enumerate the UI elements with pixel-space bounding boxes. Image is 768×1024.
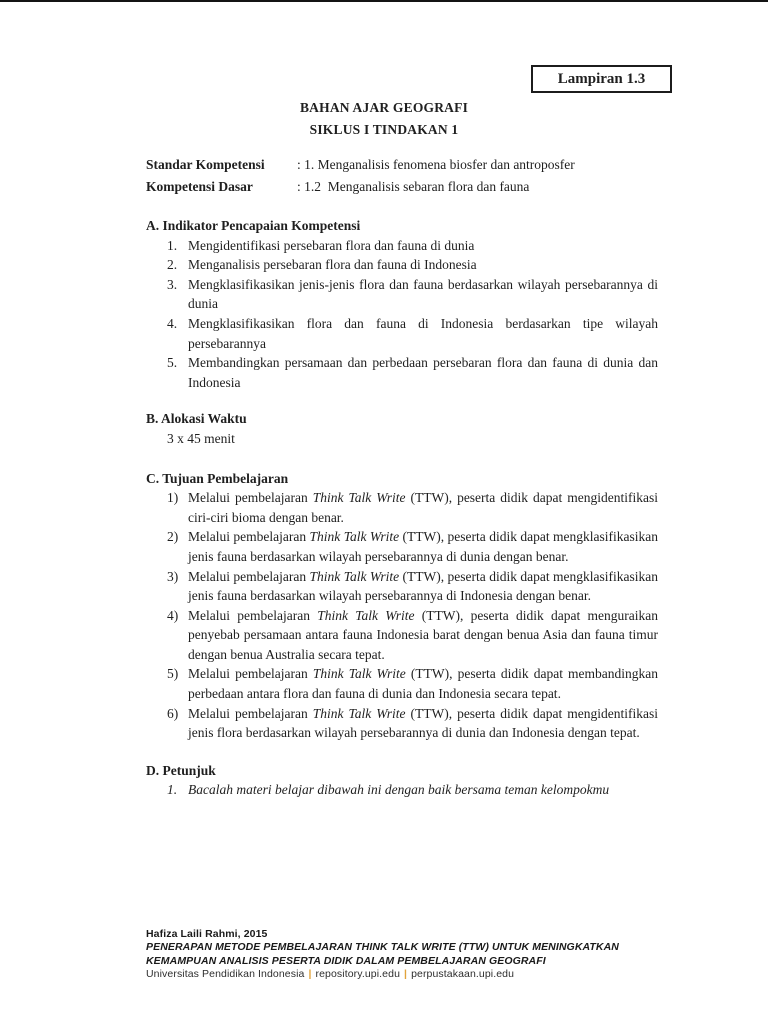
kompetensi-dasar-value: : 1.2 Menganalisis sebaran flora dan fauna xyxy=(297,179,530,194)
item-text-italic: Think Talk Write xyxy=(309,529,400,545)
footer-institution-line xyxy=(146,968,706,981)
standar-kompetensi-value: : 1. Menganalisis fenomena biosfer dan antroposfer xyxy=(297,157,575,172)
item-text-italic: Think Talk Write xyxy=(317,607,415,623)
document-title xyxy=(0,97,768,141)
footer-author: Hafiza Laili Rahmi, 2015 xyxy=(146,928,268,940)
list-item-number: 1. xyxy=(167,237,178,253)
scan-top-edge xyxy=(0,0,768,2)
item-text-pre: Melalui pembelajaran xyxy=(188,705,313,721)
item-text-post: (TTW), peserta didik dapat membandingkan perbedaan antara flora dan fauna di dunia dan Indonesia secara tepat. xyxy=(188,666,659,702)
list-item-text xyxy=(188,567,658,606)
item-text-post: (TTW), peserta didik dapat menguraikan penyebab persamaan antara fauna Indonesia barat dengan benua Asia dan fauna timur dengan benua Australia secara tepat. xyxy=(188,607,658,662)
item-text-pre: Melalui pembelajaran xyxy=(188,607,318,623)
list-item xyxy=(146,664,658,703)
list-item xyxy=(146,567,658,606)
list-item xyxy=(146,353,658,392)
list-item-text xyxy=(188,527,658,566)
kompetensi-dasar-label: Kompetensi Dasar xyxy=(146,179,253,194)
section-c-heading: C. Tujuan Pembelajaran xyxy=(146,470,289,486)
list-item-text: Membandingkan persamaan dan perbedaan persebaran flora dan fauna di dunia dan Indonesia xyxy=(188,355,658,390)
list-item-number: 4. xyxy=(167,315,178,331)
item-text-pre: Melalui pembelajaran xyxy=(188,529,310,545)
list-item-number: 5. xyxy=(167,355,178,371)
title-line-2: SIKLUS I TINDAKAN 1 xyxy=(309,122,459,137)
list-item-number: 2) xyxy=(167,529,179,545)
list-item-text: Menganalisis persebaran flora dan fauna di Indonesia xyxy=(188,257,477,273)
section-d-list xyxy=(146,780,658,800)
lampiran-label-box xyxy=(531,65,672,93)
section-a-list xyxy=(146,236,658,393)
list-item-text: Bacalah materi belajar dibawah ini dengan baik bersama teman kelompokmu xyxy=(188,782,610,798)
footer-separator: | xyxy=(404,968,408,981)
footer-link-perpustakaan: perpustakaan.upi.edu xyxy=(411,968,515,981)
list-item xyxy=(146,704,658,743)
section-a-heading: A. Indikator Pencapaian Kompetensi xyxy=(146,218,361,233)
list-item-text: Mengklasifikasikan flora dan fauna di Indonesia berdasarkan tipe wilayah persebarannya xyxy=(188,315,658,351)
footer-thesis-title-line-2: KEMAMPUAN ANALISIS PESERTA DIDIK DALAM PEMBELAJARAN GEOGRAFI xyxy=(146,954,546,967)
list-item-number: 3. xyxy=(167,276,178,292)
item-text-pre: Melalui pembelajaran xyxy=(188,568,310,584)
section-b-heading: B. Alokasi Waktu xyxy=(146,411,247,427)
item-text-post: (TTW), peserta didik dapat mengidentifikasi jenis flora berdasarkan wilayah persebarannya di dunia dan Indonesia dengan tepat. xyxy=(188,705,659,741)
item-text-pre: Melalui pembelajaran xyxy=(188,490,313,506)
item-text-post: (TTW), peserta didik dapat mengklasifikasikan jenis fauna berdasarkan wilayah persebarannya di Indonesia dengan benar. xyxy=(188,568,658,604)
footer-thesis-title-line-1: PENERAPAN METODE PEMBELAJARAN THINK TALK WRITE (TTW) UNTUK MENINGKATKAN xyxy=(146,941,619,954)
lampiran-label: Lampiran 1.3 xyxy=(557,70,646,87)
list-item xyxy=(146,255,658,275)
footer-separator: | xyxy=(308,968,312,981)
item-text-italic: Think Talk Write xyxy=(312,666,406,682)
title-line-1: BAHAN AJAR GEOGRAFI xyxy=(299,100,469,115)
list-item-text xyxy=(188,606,658,665)
footer-institution: Universitas Pendidikan Indonesia xyxy=(146,968,305,981)
item-text-italic: Think Talk Write xyxy=(312,705,406,721)
list-item-text: Mengklasifikasikan jenis-jenis flora dan fauna berdasarkan wilayah persebarannya di dunia xyxy=(188,276,658,312)
list-item-number: 5) xyxy=(167,666,179,682)
list-item xyxy=(146,236,658,256)
section-c-list xyxy=(146,488,658,743)
list-item-number: 3) xyxy=(167,568,179,584)
item-text-pre: Melalui pembelajaran xyxy=(188,666,313,682)
list-item xyxy=(146,527,658,566)
list-item-number: 1. xyxy=(167,782,178,798)
alokasi-waktu-value: 3 x 45 menit xyxy=(167,430,235,446)
list-item xyxy=(146,314,658,353)
list-item xyxy=(146,606,658,665)
item-text-post: (TTW), peserta didik dapat mengidentifikasi ciri-ciri bioma dengan benar. xyxy=(188,490,659,525)
list-item-number: 2. xyxy=(167,257,178,273)
list-item xyxy=(146,780,658,800)
list-item xyxy=(146,275,658,314)
list-item-text xyxy=(188,664,658,703)
list-item-number: 4) xyxy=(167,607,179,623)
list-item-number: 1) xyxy=(167,490,179,506)
list-item-text xyxy=(188,704,658,743)
item-text-italic: Think Talk Write xyxy=(312,490,406,506)
list-item-text: Mengidentifikasi persebaran flora dan fauna di dunia xyxy=(188,237,475,253)
document-body xyxy=(146,154,658,800)
standar-kompetensi-row xyxy=(146,154,658,176)
item-text-post: (TTW), peserta didik dapat mengklasifikasikan jenis fauna berdasarkan wilayah persebarannya di dunia dengan benar. xyxy=(188,529,658,564)
section-d-heading: D. Petunjuk xyxy=(146,762,216,778)
list-item-text xyxy=(188,488,658,527)
list-item xyxy=(146,488,658,527)
standar-kompetensi-label: Standar Kompetensi xyxy=(146,157,265,172)
thesis-watermark-footer xyxy=(146,928,706,982)
item-text-italic: Think Talk Write xyxy=(309,568,400,584)
list-item-number: 6) xyxy=(167,705,179,721)
footer-link-repository: repository.upi.edu xyxy=(315,968,401,981)
kompetensi-dasar-row xyxy=(146,176,658,198)
